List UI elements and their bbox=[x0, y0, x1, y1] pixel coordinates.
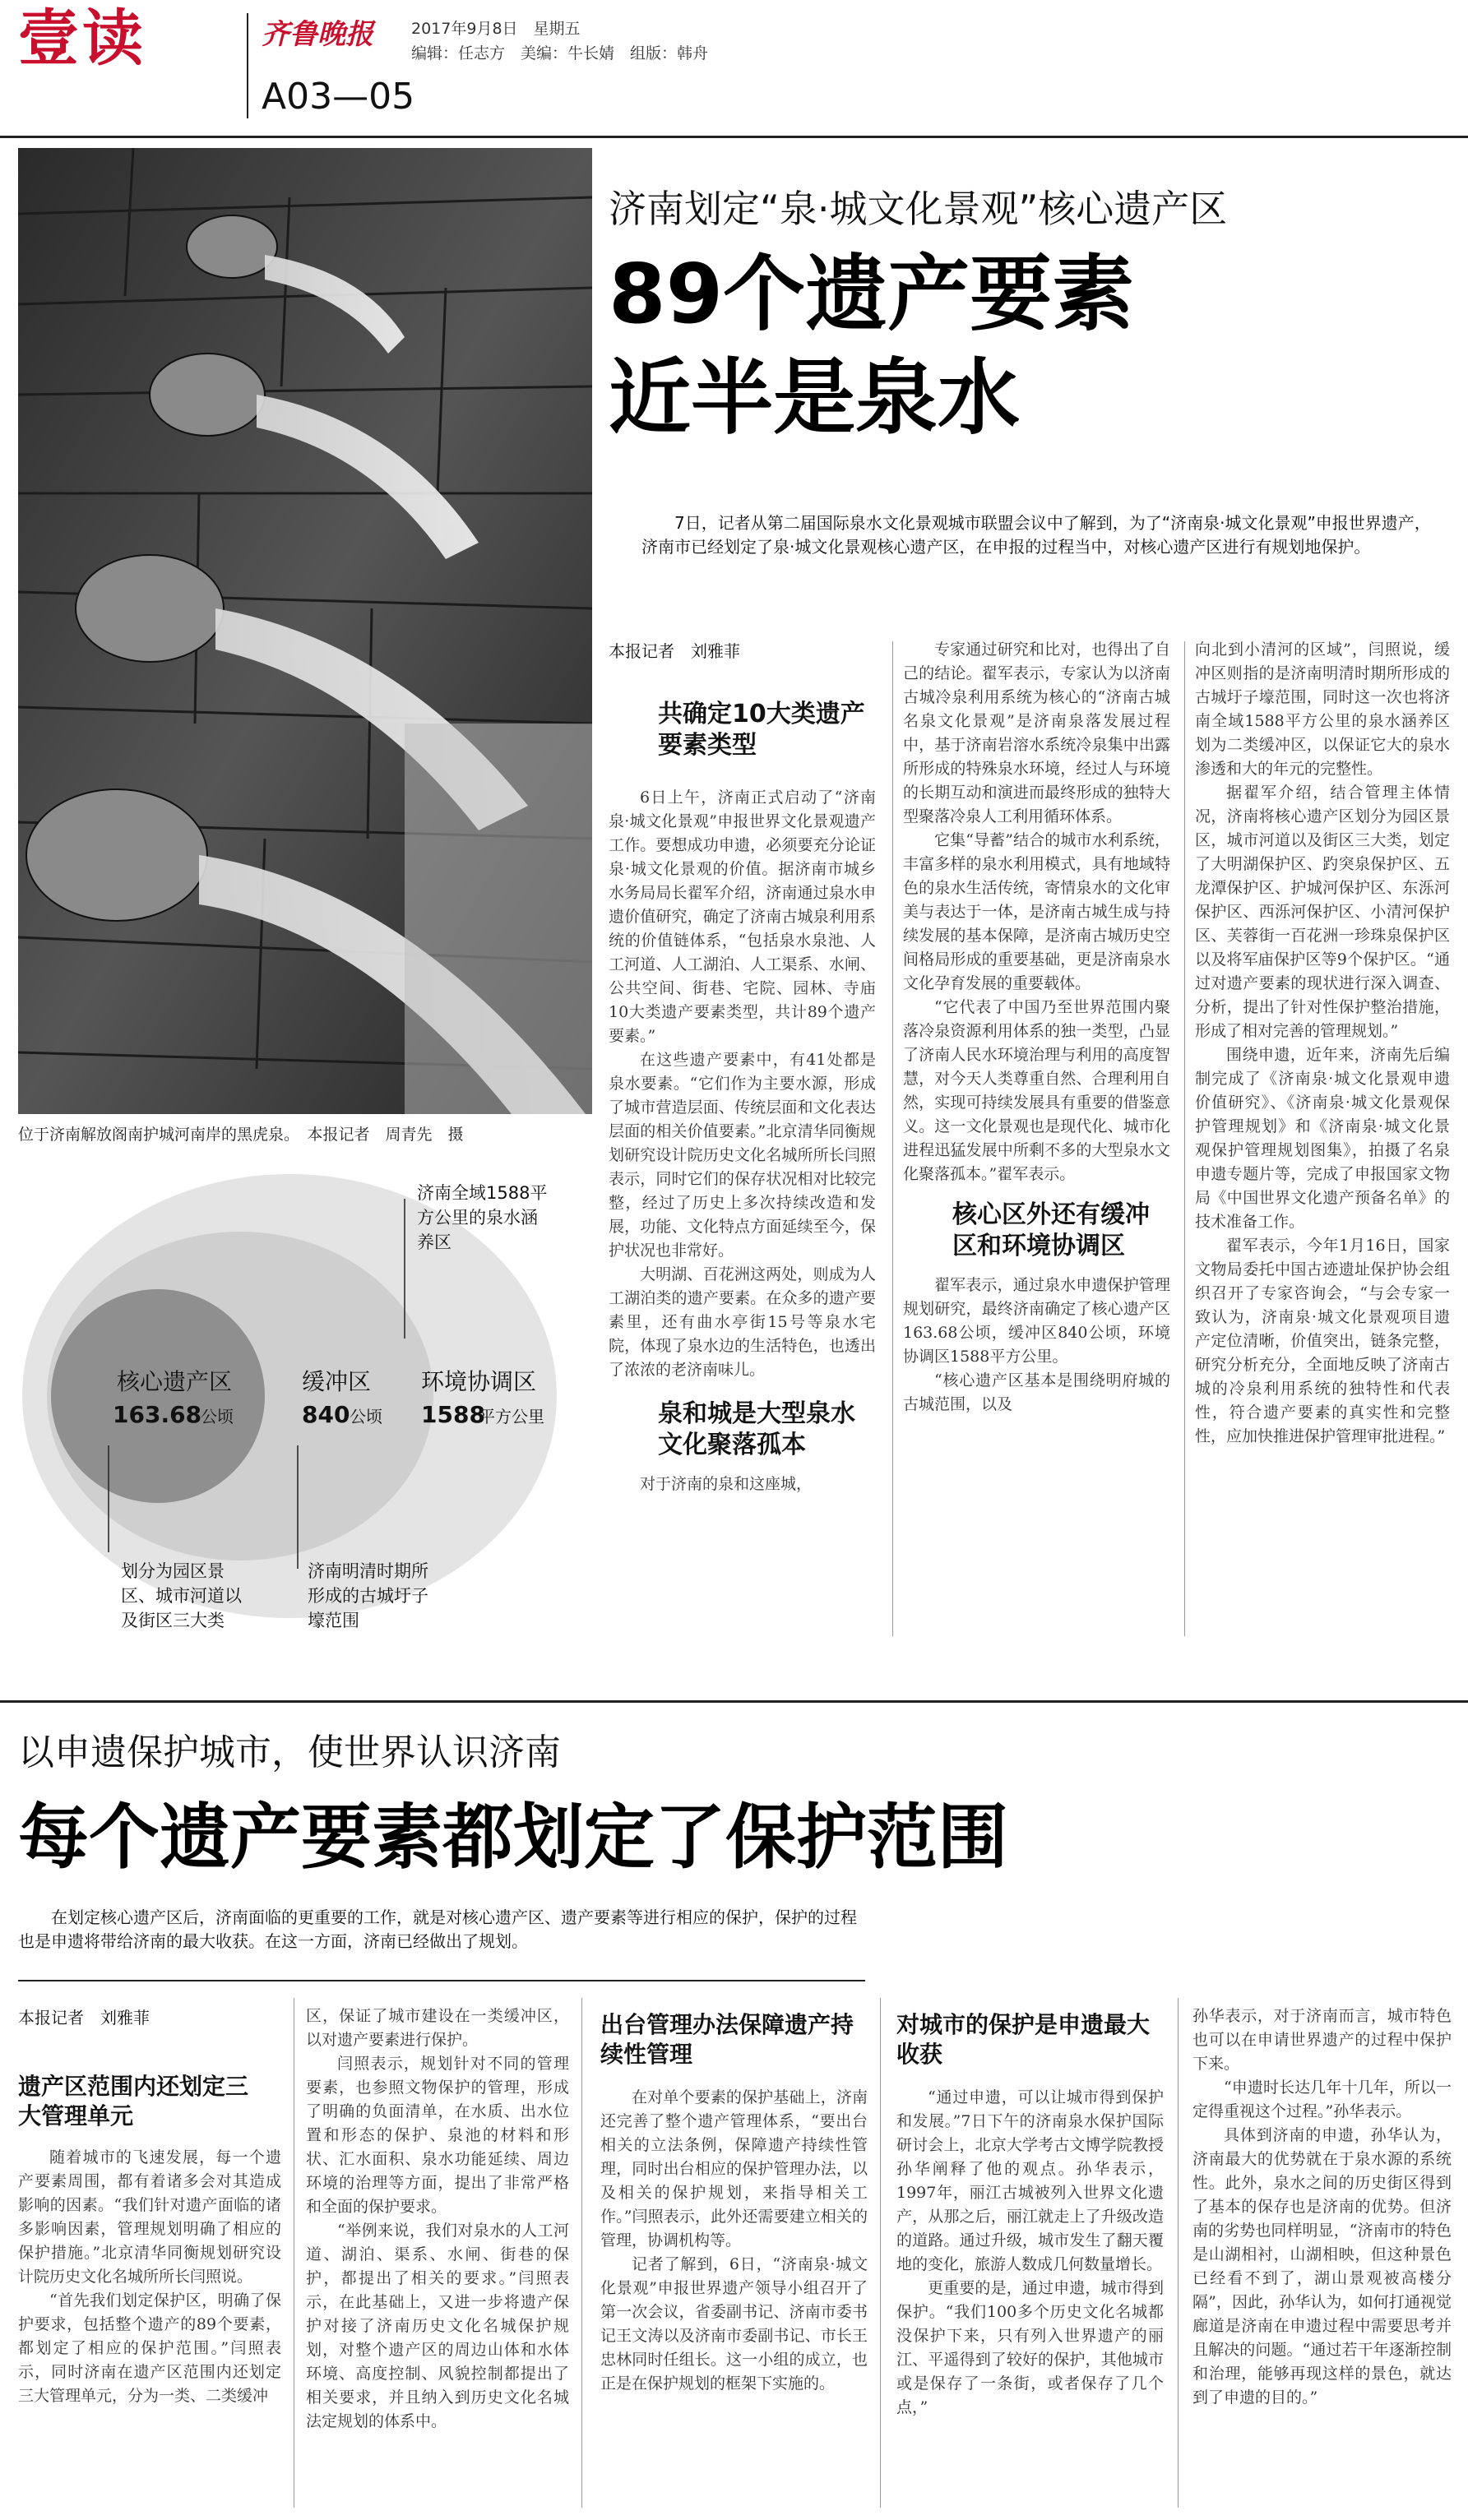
story1-column-2 bbox=[903, 638, 1170, 1417]
story2-column-1 bbox=[18, 2072, 281, 2408]
section-brand: 壹读 bbox=[18, 3, 146, 74]
env-zone-label: 环境协调区 bbox=[421, 1368, 537, 1395]
story1-subhead-3: 核心区外还有缓冲区和环境协调区 bbox=[952, 1200, 1150, 1260]
spring-photo bbox=[18, 148, 592, 1114]
paragraph: 随着城市的飞速发展，每一个遗产要素周围，都有着诸多会对其造成影响的因素。“我们针对遗产面临的诸多影响因素，管理规划明确了相应的保护措施。”北京清华同衡规划研究设计院历史文化名城所所长闫照说。 bbox=[18, 2148, 281, 2286]
story1-kicker: 济南划定“泉·城文化景观”核心遗产区 bbox=[609, 187, 1228, 231]
paragraph: 它集“导蓄”结合的城市水利系统，丰富多样的泉水利用模式，具有地域特色的泉水生活传统，寄情泉水的文化审美与表达于一体，是济南古城生成与持续发展的基本保障，是济南古城历史空间格局形成的重要基础，更是济南泉水文化孕育发展的重要载体。 bbox=[903, 831, 1170, 992]
story1-title bbox=[609, 243, 1134, 450]
column-rule bbox=[892, 641, 893, 1636]
story2-byline: 本报记者 刘雅菲 bbox=[18, 2008, 150, 2028]
core-zone-label: 核心遗产区 bbox=[117, 1368, 233, 1395]
paragraph: “它代表了中国乃至世界范围内聚落冷泉资源利用体系的独一类型，凸显了济南人民水环境治理与利用的高度智慧，对今天人类尊重自然、合理利用自然，实现可持续发展具有重要的借鉴意义。这一文化景观也是现代化、城市化进程迅猛发展中所剩不多的大型泉水文化聚落孤本。”翟军表示。 bbox=[903, 998, 1170, 1183]
masthead-meta bbox=[411, 16, 708, 66]
zones-graphic bbox=[18, 1174, 594, 1651]
date-line: 2017年9月8日 星期五 bbox=[411, 20, 581, 38]
paragraph: 围绕申遗，近年来，济南先后编制完成了《济南泉·城文化景观申遗价值研究》、《济南泉·城文化景观保护管理规划》和《济南泉·城文化景观保护管理规划图集》，拍摄了名泉申遗专题片等，完成了申报国家文物局《中国世界文化遗产预备名单》的技术准备工作。 bbox=[1195, 1046, 1450, 1231]
column-rule bbox=[880, 1998, 881, 2508]
paragraph: 孙华表示，对于济南而言，城市特色也可以在申请世界遗产的过程中保护下来。 bbox=[1192, 2007, 1452, 2073]
story2-subhead-3: 对城市的保护是申遗最大收获 bbox=[896, 2011, 1151, 2068]
core-zone-shape bbox=[51, 1289, 265, 1503]
paragraph: 6日上午，济南正式启动了“济南泉·城文化景观”申报世界文化景观遗产工作。要想成功申遗，必须要充分论证泉·城文化景观的价值。据济南市城乡水务局局长翟军介绍，济南通过泉水申遗价值研究，确定了济南古城泉利用系统的价值链体系，“包括泉水泉池、人工河道、人工湖泊、人工渠系、水闸、公共空间、街巷、宅院、园林、寺庙10大类遗产要素类型，共计89个遗产要素。” bbox=[609, 788, 876, 1045]
paragraph: “通过申遗，可以让城市得到保护和发展。”7日下午的济南泉水保护国际研讨会上，北京大学考古文博学院教授孙华阐释了他的观点。孙华表示，1997年，丽江古城被列入世界文化遗产，从那之后，丽江就走上了升级改造的道路。通过升级，城市发生了翻天覆地的变化，旅游人数成几何数量增长。 bbox=[896, 2088, 1164, 2273]
story2-column-3 bbox=[600, 2010, 868, 2396]
story1-column-1 bbox=[609, 699, 876, 1496]
buffer-zone-note: 济南明清时期所 形成的古城圩子 壕范围 bbox=[308, 1561, 428, 1630]
story2-title: 每个遗产要素都划定了保护范围 bbox=[18, 1796, 1008, 1879]
photo-caption: 位于济南解放阁南护城河南岸的黑虎泉。 本报记者 周青先 摄 bbox=[18, 1126, 464, 1144]
spring-photo-image bbox=[18, 148, 592, 1114]
story1-lead: 7日，记者从第二届国际泉水文化景观城市联盟会议中了解到，为了“济南泉·城文化景观”申报世界遗产，济南市已经划定了泉·城文化景观核心遗产区，在申报的过程当中，对核心遗产区进行有规划地保护。 bbox=[641, 513, 1431, 557]
core-zone-note: 划分为园区景 区、城市河道以 及街区三大类 bbox=[121, 1561, 242, 1630]
editors-line: 编辑：任志方 美编：牛长婧 组版：韩舟 bbox=[411, 44, 709, 62]
story1-subhead-1: 共确定10大类遗产要素类型 bbox=[658, 700, 865, 760]
story2-subhead-2: 出台管理办法保障遗产持续性管理 bbox=[600, 2011, 854, 2068]
story1-column-3 bbox=[1195, 638, 1450, 1449]
story2-kicker: 以申遗保护城市，使世界认识济南 bbox=[18, 1732, 561, 1773]
story2-lead: 在划定核心遗产区后，济南面临的更重要的工作，就是对核心遗产区、遗产要素等进行相应的保护，保护的过程也是申遗将带给济南的最大收获。在这一方面，济南已经做出了规划。 bbox=[18, 1907, 857, 1951]
column-rule bbox=[581, 1998, 582, 2508]
paragraph: 在这些遗产要素中，有41处都是泉水要素。“它们作为主要水源，形成了城市营造层面、传统层面和文化表达层面的相关价值要素。”北京清华同衡规划研究设计院历史文化名城所所长闫照表示，同时它们的保存状况相对比较完整，经过了历史上多次持续改造和发展，功能、文化特点方面延续至今，保护状况也非常好。 bbox=[609, 1051, 876, 1260]
paragraph: 据翟军介绍，结合管理主体情况，济南将核心遗产区划分为园区景区，城市河道以及街区三大类，划定了大明湖保护区、趵突泉保护区、五龙潭保护区、护城河保护区、东泺河保护区、西泺河保护区、小清河保护区、芙蓉街一百花洲一珍珠泉保护区以及将军庙保护区等9个保护区。“通过对遗产要素的现状进行深入调查、分析，提出了针对性保护整治措施，形成了相对完善的管理规划。” bbox=[1195, 784, 1450, 1040]
core-zone-unit: 公顷 bbox=[201, 1407, 234, 1426]
paragraph: “首先我们划定保护区，明确了保护要求，包括整个遗产的89个要素，都划定了相应的保护范围。”闫照表示，同时济南在遗产区范围内还划定三大管理单元，分为一类、二类缓冲 bbox=[18, 2291, 281, 2405]
core-zone-value: 163.68 bbox=[113, 1401, 202, 1428]
section-divider bbox=[0, 1700, 1468, 1703]
paragraph: 翟军表示，今年1月16日，国家文物局委托中国古迹遗址保护协会组织召开了专家咨询会，“与会专家一致认为，济南泉·城文化景观项目遗产定位清晰，价值突出，链条完整，研究分析充分，全面地反映了济南古城的冷泉利用系统的独特性和代表性，符合遗产要素的真实性和完整性，应加快推进保护管理审批进程。” bbox=[1195, 1237, 1450, 1445]
env-zone-note: 济南全域1588平 方公里的泉水涵 养区 bbox=[417, 1183, 548, 1252]
page-code: A03—05 bbox=[262, 76, 415, 118]
paragraph: 更重要的是，通过申遗，城市得到保护。“我们100多个历史文化名城都没保护下来，只有列入世界遗产的丽江、平遥得到了较好的保护，其他城市或是保存了一条街，或者保存了几个点，” bbox=[896, 2279, 1164, 2416]
lead-rule bbox=[18, 1980, 865, 1981]
env-zone-value: 1588 bbox=[421, 1401, 485, 1428]
masthead-separator bbox=[247, 13, 248, 118]
paragraph: 在对单个要素的保护基础上，济南还完善了整个遗产管理体系，“要出台相关的立法条例，保障遗产持续性管理，同时出台相应的保护管理办法，以及相关的保护规划，来指导相关工作。”闫照表示，此外还需要建立相关的管理，协调机构等。 bbox=[600, 2088, 868, 2250]
story2-column-4 bbox=[896, 2010, 1164, 2420]
newspaper-name: 齐鲁晚报 bbox=[262, 18, 373, 51]
paragraph: 闫照表示，规划针对不同的管理要素，也参照文物保护的管理，形成了明确的负面清单，在水质、出水位置和形态的保护、泉池的材料和形状、汇水面积、泉水功能延续、周边环境的治理等方面，提出了非常严格和全面的保护要求。 bbox=[306, 2055, 569, 2216]
column-rule bbox=[1178, 1998, 1179, 2508]
buffer-zone-value: 840 bbox=[302, 1401, 350, 1428]
paragraph: “核心遗产区基本是围绕明府城的古城范围，以及 bbox=[903, 1371, 1170, 1413]
paragraph: 区，保证了城市建设在一类缓冲区，以对遗产要素进行保护。 bbox=[306, 2007, 569, 2049]
env-zone-unit: 平方公里 bbox=[479, 1407, 544, 1426]
paragraph: 大明湖、百花洲这两处，则成为人工湖泊类的遗产要素。在众多的遗产要素里，还有曲水亭街15号等泉水宅院，体现了泉水边的生活特色，也透出了浓浓的老济南味儿。 bbox=[609, 1265, 876, 1379]
paragraph: 对于济南的泉和这座城， bbox=[640, 1475, 813, 1493]
paragraph: “申遗时长达几年十几年，所以一定得重视这个过程。”孙华表示。 bbox=[1192, 2078, 1452, 2120]
story1-title-line1: 89个遗产要素 bbox=[609, 246, 1135, 342]
protection-zones-diagram bbox=[18, 1174, 594, 1651]
story2-column-2 bbox=[306, 2004, 569, 2434]
paragraph: 专家通过研究和比对，也得出了自己的结论。翟军表示，专家认为以济南古城冷泉利用系统为核心的“济南古城名泉文化景观”是济南泉落发展过程中，基于济南岩溶水系统冷泉集中出露所形成的特殊泉水环境，经过人与环境的长期互动和演进而最终形成的独特大型聚落冷泉人工利用循环体系。 bbox=[903, 640, 1170, 825]
buffer-zone-label: 缓冲区 bbox=[302, 1368, 372, 1395]
paragraph: “举例来说，我们对泉水的人工河道、湖泊、渠系、水闸、街巷的保护，都提出了相关的要求。”闫照表示，在此基础上，又进一步将遗产保护对接了济南历史文化名城保护规划，对整个遗产区的周边山体和水体环境、高度控制、风貌控制都提出了相关要求，并且纳入到历史文化名城法定规划的体系中。 bbox=[306, 2222, 569, 2430]
paragraph: 具体到济南的申遗，孙华认为，济南最大的优势就在于泉水源的系统性。此外，泉水之间的历史街区得到了基本的保存也是济南的优势。但济南的劣势也同样明显，“济南市的特色是山湖相衬，山湖相映，但这种景色已经看不到了，湖山景观被高楼分隔”，因此，孙华认为，如何打通视觉廊道是济南在申遗过程中需要思考并且解决的问题。“通过若干年逐渐控制和治理，能够再现这样的景色，就达到了申遗的目的。” bbox=[1192, 2126, 1452, 2407]
paragraph: 翟军表示，通过泉水申遗保护管理规划研究，最终济南确定了核心遗产区163.68公顷，缓冲区840公顷，环境协调区1588平方公里。 bbox=[903, 1276, 1170, 1366]
story1-subhead-2: 泉和城是大型泉水文化聚落孤本 bbox=[658, 1399, 855, 1459]
story2-column-5 bbox=[1192, 2004, 1452, 2410]
story1-byline: 本报记者 刘雅菲 bbox=[609, 641, 740, 661]
buffer-zone-unit: 公顷 bbox=[350, 1407, 382, 1426]
story1-title-line2: 近半是泉水 bbox=[609, 349, 1020, 446]
top-rule bbox=[0, 136, 1468, 138]
paragraph: 记者了解到，6日，“济南泉·城文化景观”申报世界遗产领导小组召开了第一次会议，省委副书记、济南市委书记王文涛以及济南市委副书记、市长王忠林同时任组长。这一小组的成立，也正是在保护规划的框架下实施的。 bbox=[600, 2255, 868, 2393]
story2-subhead-1: 遗产区范围内还划定三大管理单元 bbox=[18, 2073, 249, 2129]
paragraph: 向北到小清河的区域”，闫照说，缓冲区则指的是济南明清时期所形成的古城圩子壕范围，同时这一次也将济南全域1588平方公里的泉水涵养区划为二类缓冲区，以保证它大的泉水渗透和大的年元的完整性。 bbox=[1195, 640, 1450, 778]
column-rule bbox=[1184, 641, 1185, 1636]
